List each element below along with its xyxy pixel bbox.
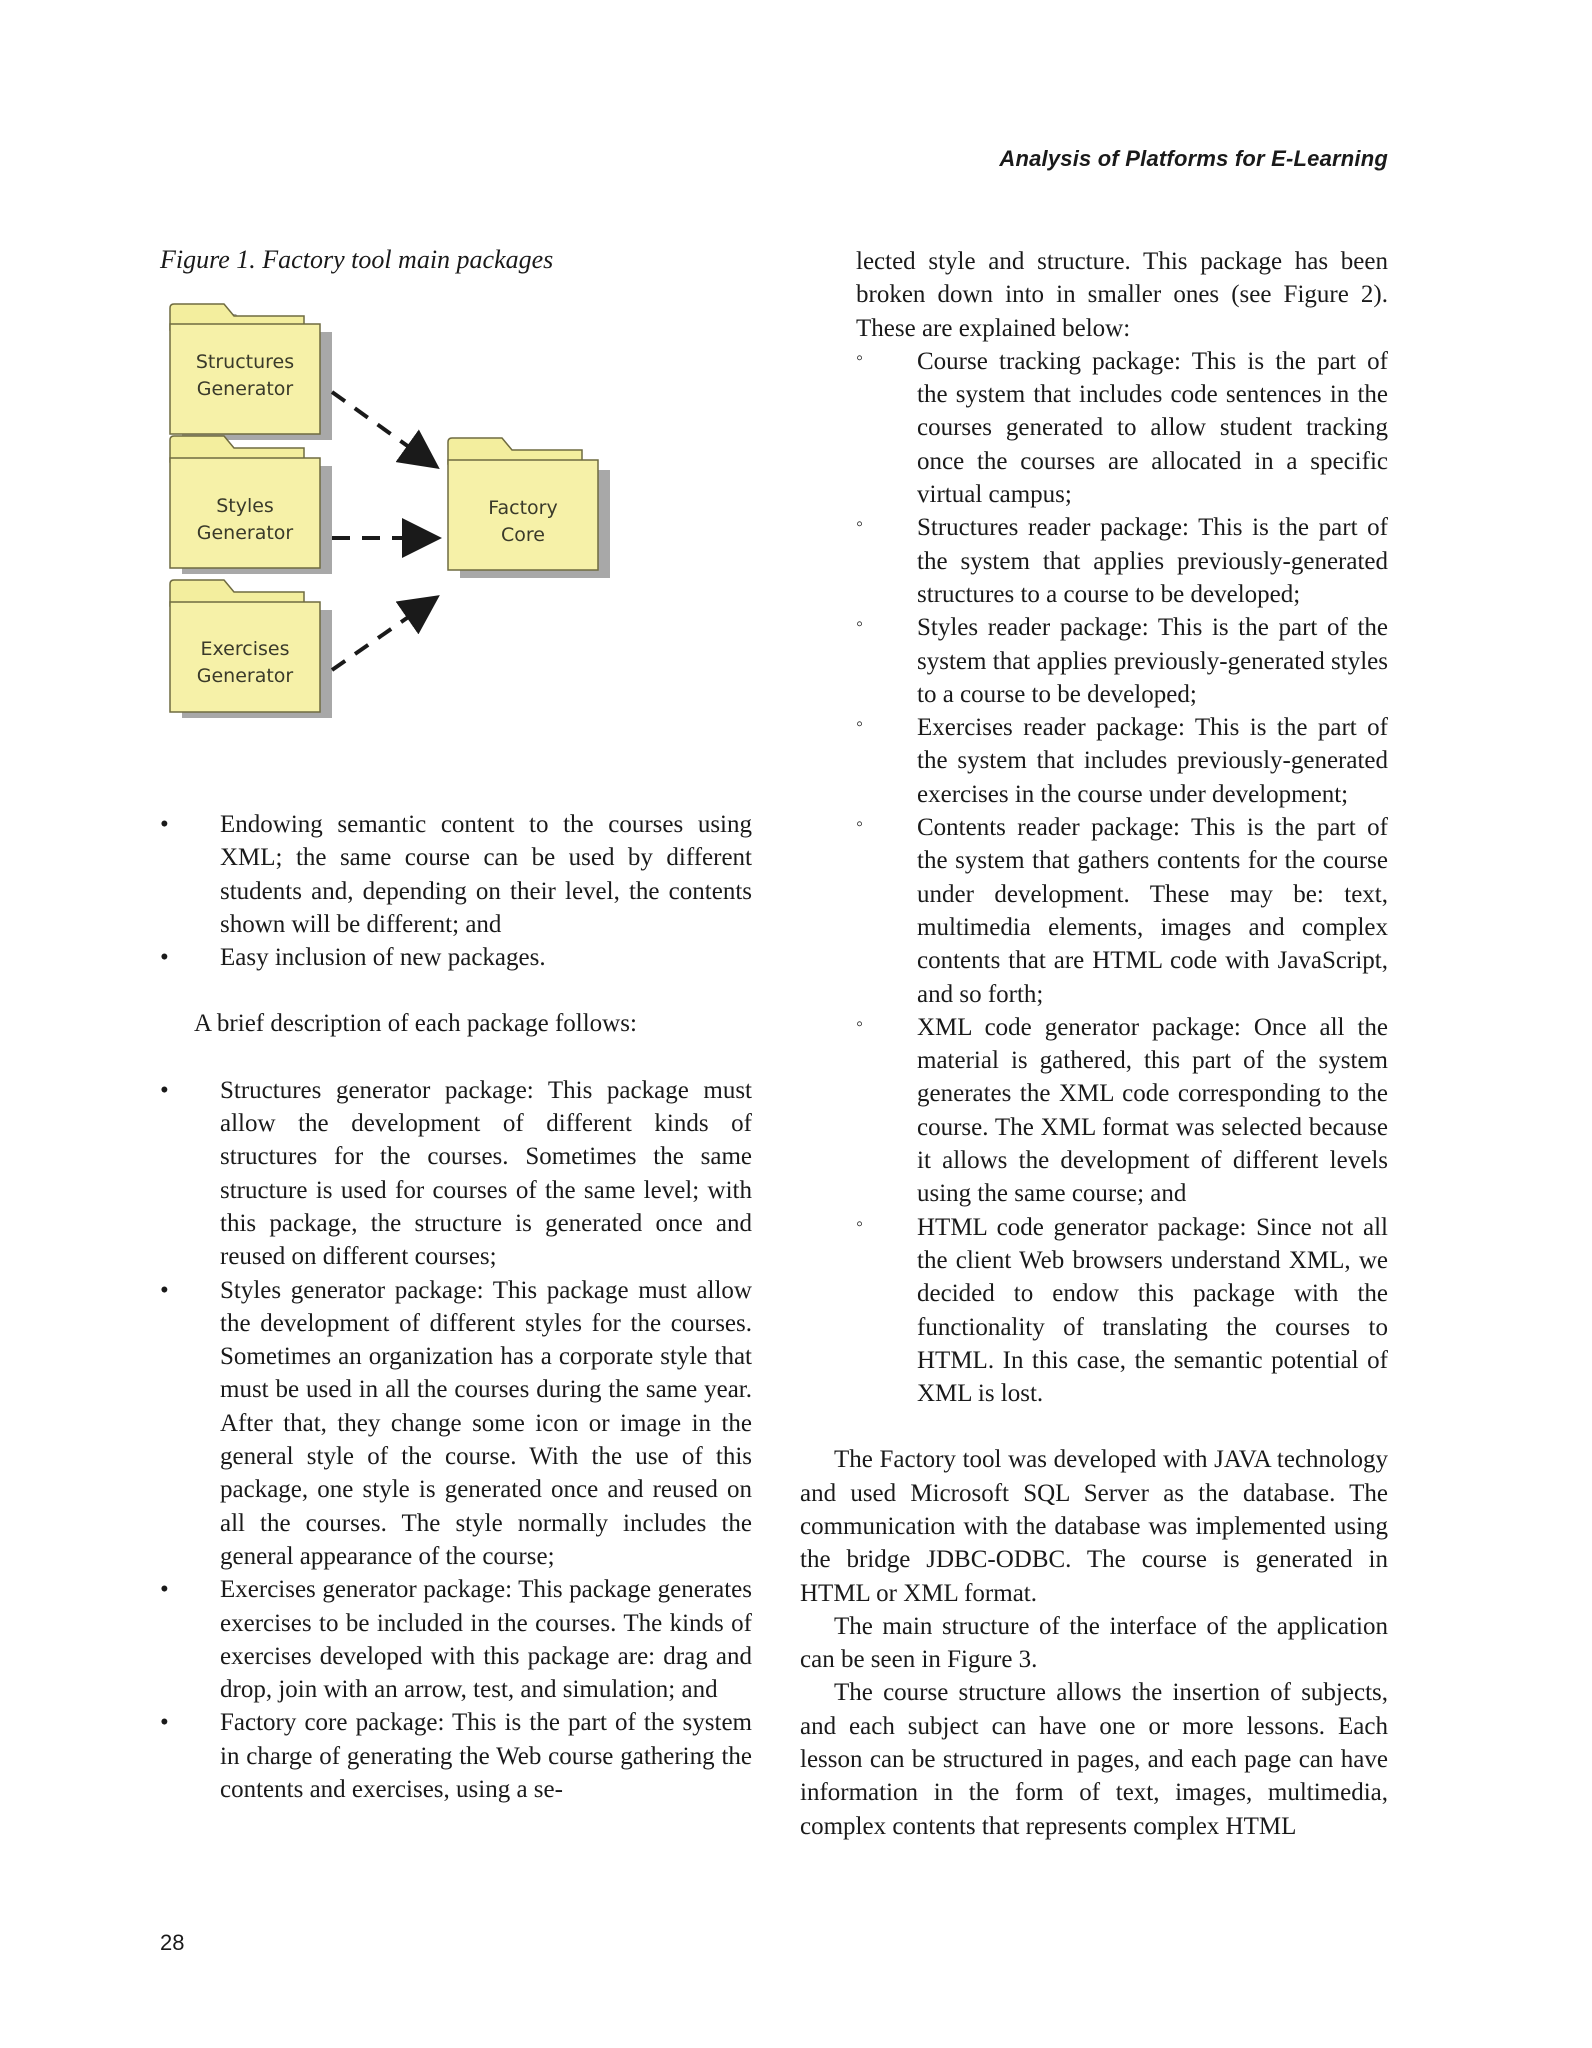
structures-label-2: Generator [196, 378, 294, 400]
body-paragraph: The course structure allows the insertion of subjects, and each subject can have one or more lessons. Each lesson can be structured in pages, and each page can have information in the form of text, images, multimedia, complex contents that represents complex HTML [800, 1679, 1388, 1840]
exercises-generator-folder [170, 580, 332, 718]
body-paragraph: The main structure of the interface of the application can be seen in Figure 3. [800, 1612, 1388, 1674]
list-item: ◦ HTML code generator package: Since not all the client Web browsers understand XML, we decided to endow this package with the functionality of translating the courses to HTML. In this case, the semantic potential of XML is lost. [856, 1212, 1388, 1408]
list-item: ◦ XML code generator package: Once all the material is gathered, this part of the system generates the XML code corresponding to the course. The XML format was selected because it allows the development of different levels using the same course; and [856, 1012, 1388, 1208]
figure-caption: Figure 1. Factory tool main packages [160, 245, 554, 274]
continuation-text: lected style and structure. This package has been broken down into in smaller ones (see Figure 2). These are explained below: [856, 248, 1388, 342]
list-item: ◦ Structures reader package: This is the part of the system that applies previously-generated structures to a course to be developed; [856, 513, 1388, 608]
arrow-structures-to-core [332, 392, 430, 462]
list-item: • Styles generator package: This package must allow the development of different styles for the courses. Sometimes an organization has a corporate style that must be used in all the courses during the same year. After that, they change some icon or image in the general style of the course. With the use of this package, one style is generated once and reused on all the courses. The style normally includes the general appearance of the course; [160, 1276, 752, 1570]
list-item: ◦ Exercises reader package: This is the part of the system that includes previously-generated exercises in the course under development; [856, 713, 1388, 808]
left-column [160, 808, 752, 1806]
structures-generator-folder [170, 304, 332, 440]
list-item: ◦ Contents reader package: This is the part of the system that gathers contents for the course under development. These may be: text, multimedia elements, images and complex contents that are HTML code with JavaScript, and so forth; [856, 813, 1388, 1008]
list-item: • Exercises generator package: This package generates exercises to be included in the courses. The kinds of exercises developed with this package are: drag and drop, join with an arrow, test, and simulation; and [160, 1576, 752, 1704]
exercises-label-1: Exercises [200, 638, 290, 660]
list-item: ◦ Course tracking package: This is the part of the system that includes code sentences in the courses generated to allow student tracking once the courses are allocated in a specific virtual campus; [856, 346, 1388, 509]
body-paragraph: The Factory tool was developed with JAVA technology and used Microsoft SQL Server as the database. The communication with the database was implemented using the bridge JDBC-ODBC. The course is generated in HTML or XML format. [800, 1446, 1388, 1607]
list-item: • Factory core package: This is the part of the system in charge of generating the Web course gathering the contents and exercises, using a se- [160, 1709, 752, 1804]
list-item: • Easy inclusion of new packages. [160, 944, 546, 972]
page-number: 28 [160, 1930, 185, 1955]
factory-packages-diagram [160, 300, 755, 740]
styles-label-1: Styles [216, 495, 274, 517]
styles-label-2: Generator [196, 522, 294, 544]
styles-generator-folder [170, 436, 332, 574]
factory-label-2: Core [501, 524, 545, 546]
factory-core-folder [448, 438, 610, 578]
factory-label-1: Factory [488, 497, 558, 519]
running-header: Analysis of Platforms for E-Learning [999, 146, 1388, 171]
right-column [800, 245, 1388, 1843]
list-item: • Endowing semantic content to the courses using XML; the same course can be used by different students and, depending on their level, the contents shown will be different; and [160, 811, 752, 938]
arrow-exercises-to-core [332, 602, 430, 670]
intro-paragraph: A brief description of each package follows: [194, 1010, 637, 1038]
list-item: ◦ Styles reader package: This is the part of the system that applies previously-generated styles to a course to be developed; [856, 613, 1388, 708]
exercises-label-2: Generator [196, 665, 294, 687]
list-item: • Structures generator package: This package must allow the development of different kinds of structures for the courses. Sometimes the same structure is used for courses of the same level; with this package, the structure is generated once and reused on different courses; [160, 1076, 752, 1271]
structures-label-1: Structures [195, 351, 295, 373]
